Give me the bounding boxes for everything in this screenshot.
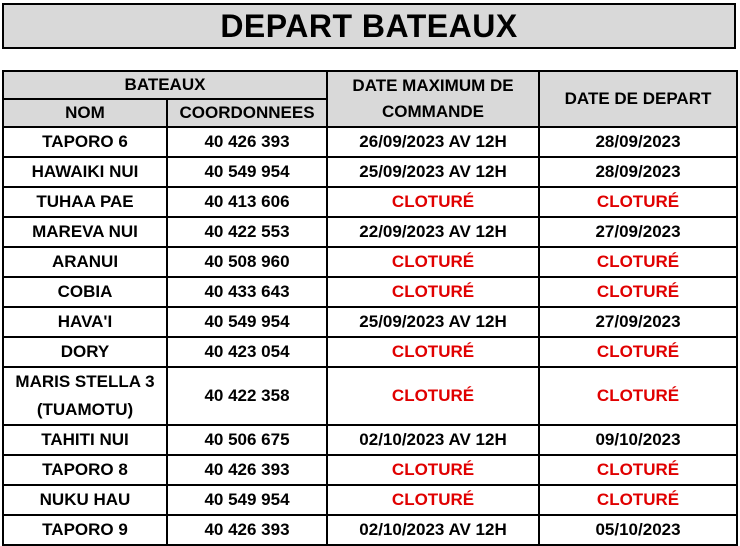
table-row [3,485,737,515]
table-row [3,247,737,277]
header-row-1 [3,71,737,99]
table-row [3,337,737,367]
boat-name-cell: TAPORO 6 [3,127,167,157]
coordinates-cell: 40 413 606 [167,187,327,217]
table-row [3,307,737,337]
table-row [3,157,737,187]
coordinates-cell: 40 549 954 [167,307,327,337]
departure-date-cell: CLOTURÉ [539,485,737,515]
order-deadline-cell: CLOTURÉ [327,337,539,367]
order-deadline-cell: 22/09/2023 AV 12H [327,217,539,247]
coordinates-cell: 40 423 054 [167,337,327,367]
departures-table [2,70,738,546]
order-deadline-cell: CLOTURÉ [327,367,539,425]
order-deadline-cell: 26/09/2023 AV 12H [327,127,539,157]
order-deadline-cell: CLOTURÉ [327,455,539,485]
departure-date-cell: CLOTURÉ [539,247,737,277]
coordinates-cell: 40 422 553 [167,217,327,247]
coordinates-cell: 40 549 954 [167,485,327,515]
boat-name-cell: NUKU HAU [3,485,167,515]
coordinates-cell: 40 422 358 [167,367,327,425]
boat-name-cell: TUHAA PAE [3,187,167,217]
boat-name-cell: TAHITI NUI [3,425,167,455]
departure-date-cell: CLOTURÉ [539,277,737,307]
boat-name-cell: HAVA'I [3,307,167,337]
order-deadline-cell: 25/09/2023 AV 12H [327,307,539,337]
table-row [3,277,737,307]
boat-name-cell: DORY [3,337,167,367]
table-row [3,367,737,425]
header-date-max: DATE MAXIMUM DE COMMANDE [327,71,539,127]
departure-date-cell: 28/09/2023 [539,127,737,157]
table-row [3,127,737,157]
coordinates-cell: 40 506 675 [167,425,327,455]
boat-name-cell: ARANUI [3,247,167,277]
coordinates-cell: 40 426 393 [167,127,327,157]
departure-date-cell: 09/10/2023 [539,425,737,455]
table-row [3,455,737,485]
order-deadline-cell: CLOTURÉ [327,485,539,515]
header-coordonnees: COORDONNEES [167,99,327,127]
departure-date-cell: CLOTURÉ [539,337,737,367]
coordinates-cell: 40 549 954 [167,157,327,187]
table-row [3,515,737,545]
departure-date-cell: CLOTURÉ [539,187,737,217]
order-deadline-cell: 02/10/2023 AV 12H [327,515,539,545]
order-deadline-cell: CLOTURÉ [327,187,539,217]
coordinates-cell: 40 508 960 [167,247,327,277]
table-row [3,187,737,217]
departure-date-cell: 28/09/2023 [539,157,737,187]
departure-date-cell: 27/09/2023 [539,307,737,337]
boat-name-cell: MAREVA NUI [3,217,167,247]
table-row [3,217,737,247]
header-date-depart: DATE DE DEPART [539,71,737,127]
order-deadline-cell: 25/09/2023 AV 12H [327,157,539,187]
boat-name-cell: TAPORO 8 [3,455,167,485]
boat-name-cell: HAWAIKI NUI [3,157,167,187]
order-deadline-cell: CLOTURÉ [327,247,539,277]
boat-name-cell: MARIS STELLA 3 (TUAMOTU) [3,367,167,425]
departure-date-cell: CLOTURÉ [539,455,737,485]
order-deadline-cell: 02/10/2023 AV 12H [327,425,539,455]
coordinates-cell: 40 433 643 [167,277,327,307]
departure-date-cell: 05/10/2023 [539,515,737,545]
coordinates-cell: 40 426 393 [167,515,327,545]
order-deadline-cell: CLOTURÉ [327,277,539,307]
departure-date-cell: 27/09/2023 [539,217,737,247]
boat-name-cell: TAPORO 9 [3,515,167,545]
departure-date-cell: CLOTURÉ [539,367,737,425]
boat-name-cell: COBIA [3,277,167,307]
header-bateaux: BATEAUX [3,71,327,99]
coordinates-cell: 40 426 393 [167,455,327,485]
page-title: DEPART BATEAUX [2,3,736,49]
table-row [3,425,737,455]
header-nom: NOM [3,99,167,127]
